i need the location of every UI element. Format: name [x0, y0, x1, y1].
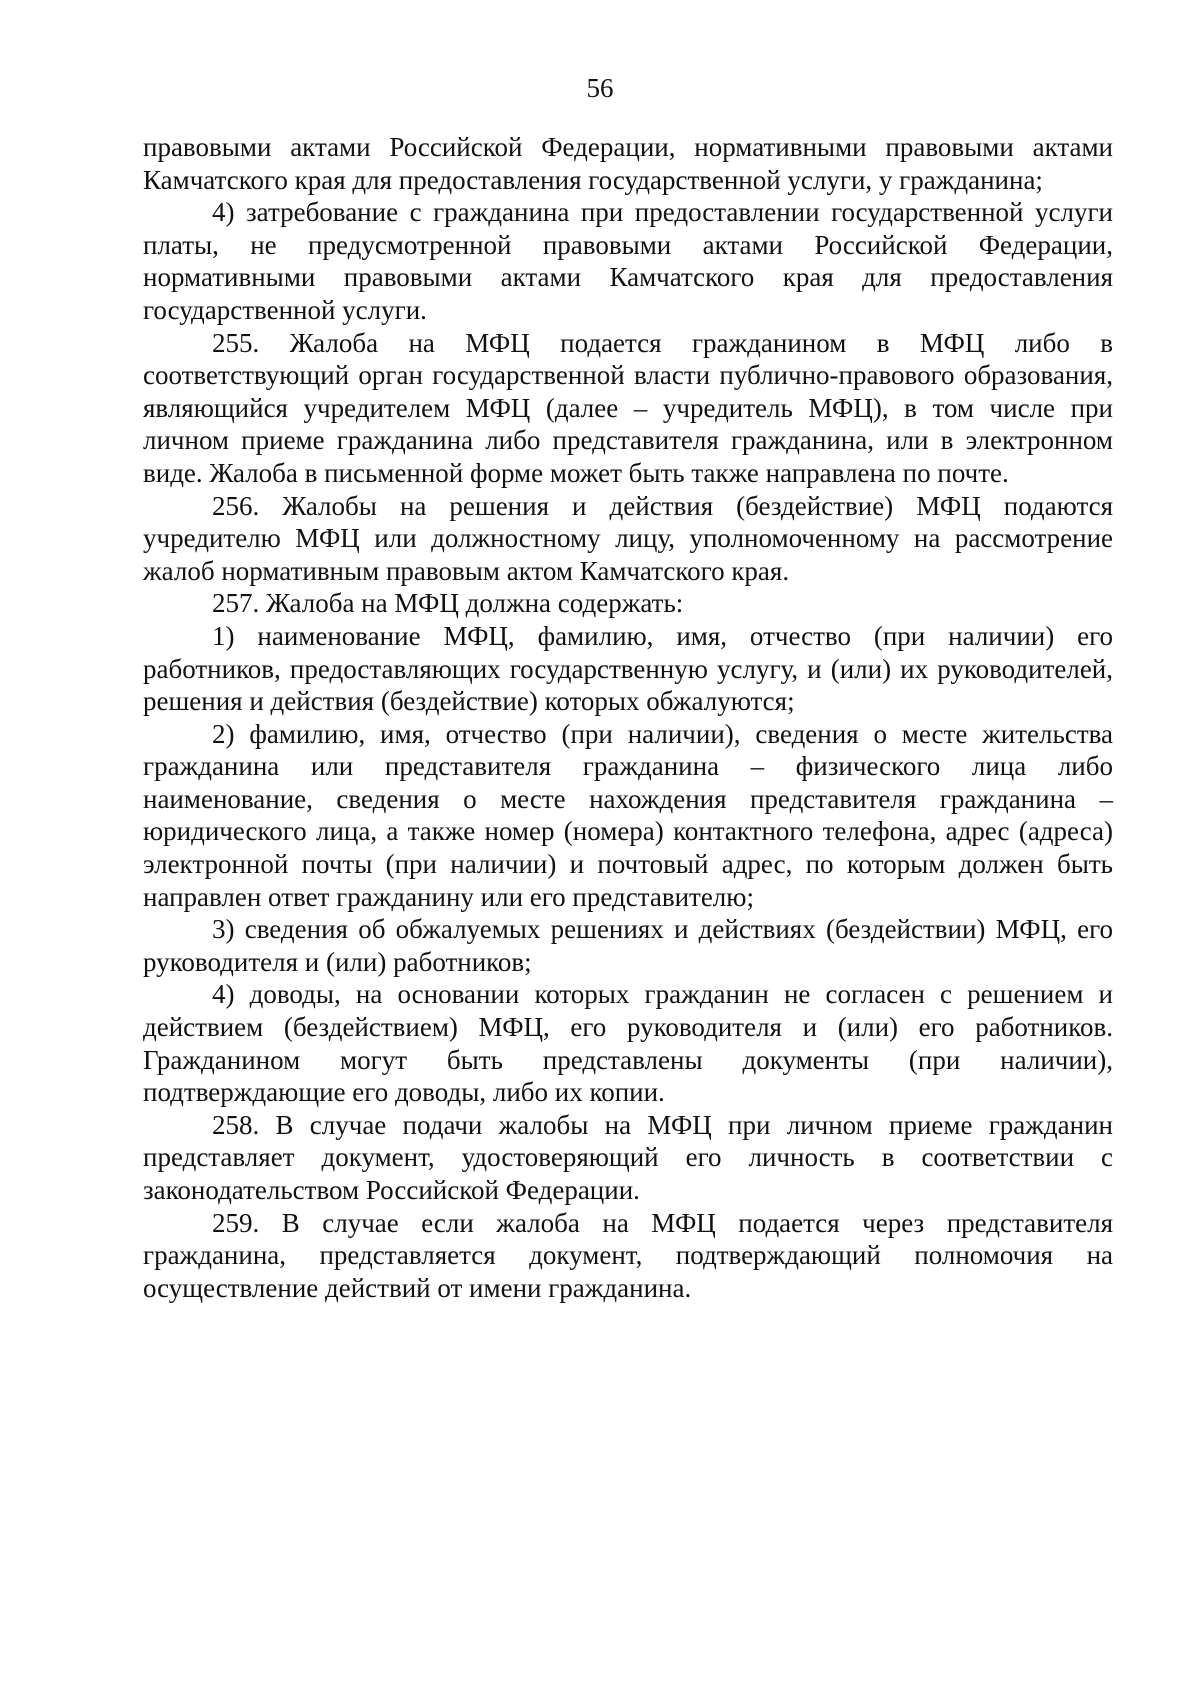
paragraph-256: 256. Жалобы на решения и действия (бездействие) МФЦ подаются учредителю МФЦ или должностному лицу, уполномоченному на рассмотрение жалоб нормативным правовым актом Камчатского края.: [143, 490, 1113, 586]
paragraph-257-item-2: 2) фамилию, имя, отчество (при наличии), сведения о месте жительства гражданина или представителя гражданина – физического лица либо наименование, сведения о месте нахождения представителя гражданина – юридического лица, а также номер (номера) контактного телефона, адрес (адреса) электронной почты (при наличии) и почтовый адрес, по которым должен быть направлен ответ гражданину или его представителю;: [143, 718, 1113, 912]
page-number: 56: [586, 73, 614, 103]
paragraph-259: 259. В случае если жалоба на МФЦ подается через представителя гражданина, представляется документ, подтверждающий полномочия на осуществление действий от имени гражданина.: [143, 1207, 1113, 1303]
paragraph-257-item-1: 1) наименование МФЦ, фамилию, имя, отчество (при наличии) его работников, предоставляющих государственную услугу, и (или) их руководителей, решения и действия (бездействие) которых обжалуются;: [143, 620, 1113, 717]
paragraph-258: 258. В случае подачи жалобы на МФЦ при личном приеме гражданин представляет документ, удостоверяющий его личность в соответствии с законодательством Российской Федерации.: [143, 1109, 1113, 1205]
paragraph-item-4-fee: 4) затребование с гражданина при предоставлении государственной услуги платы, не предусмотренной правовыми актами Российской Федерации, нормативными правовыми актами Камчатского края для предоставления государственной услуги.: [143, 197, 1113, 325]
paragraph-255: 255. Жалоба на МФЦ подается гражданином в МФЦ либо в соответствующий орган государственной власти публично-правового образования, являющийся учредителем МФЦ (далее – учредитель МФЦ), в том числе при личном приеме гражданина либо представителя гражданина, или в электронном виде. Жалоба в письменной форме может быть также направлена по почте.: [143, 327, 1113, 488]
document-body: [143, 131, 1113, 1304]
paragraph-257: 257. Жалоба на МФЦ должна содержать:: [212, 588, 684, 619]
paragraph-continuation: правовыми актами Российской Федерации, нормативными правовыми актами Камчатского края для предоставления государственной услуги, у гражданина;: [143, 132, 1113, 195]
paragraph-257-item-4: 4) доводы, на основании которых гражданин не согласен с решением и действием (бездействием) МФЦ, его руководителя и (или) его работников. Гражданином могут быть представлены документы (при наличии), подтверждающие его доводы, либо их копии.: [143, 979, 1113, 1108]
paragraph-257-item-3: 3) сведения об обжалуемых решениях и действиях (бездействии) МФЦ, его руководителя и (или) работников;: [143, 914, 1113, 977]
